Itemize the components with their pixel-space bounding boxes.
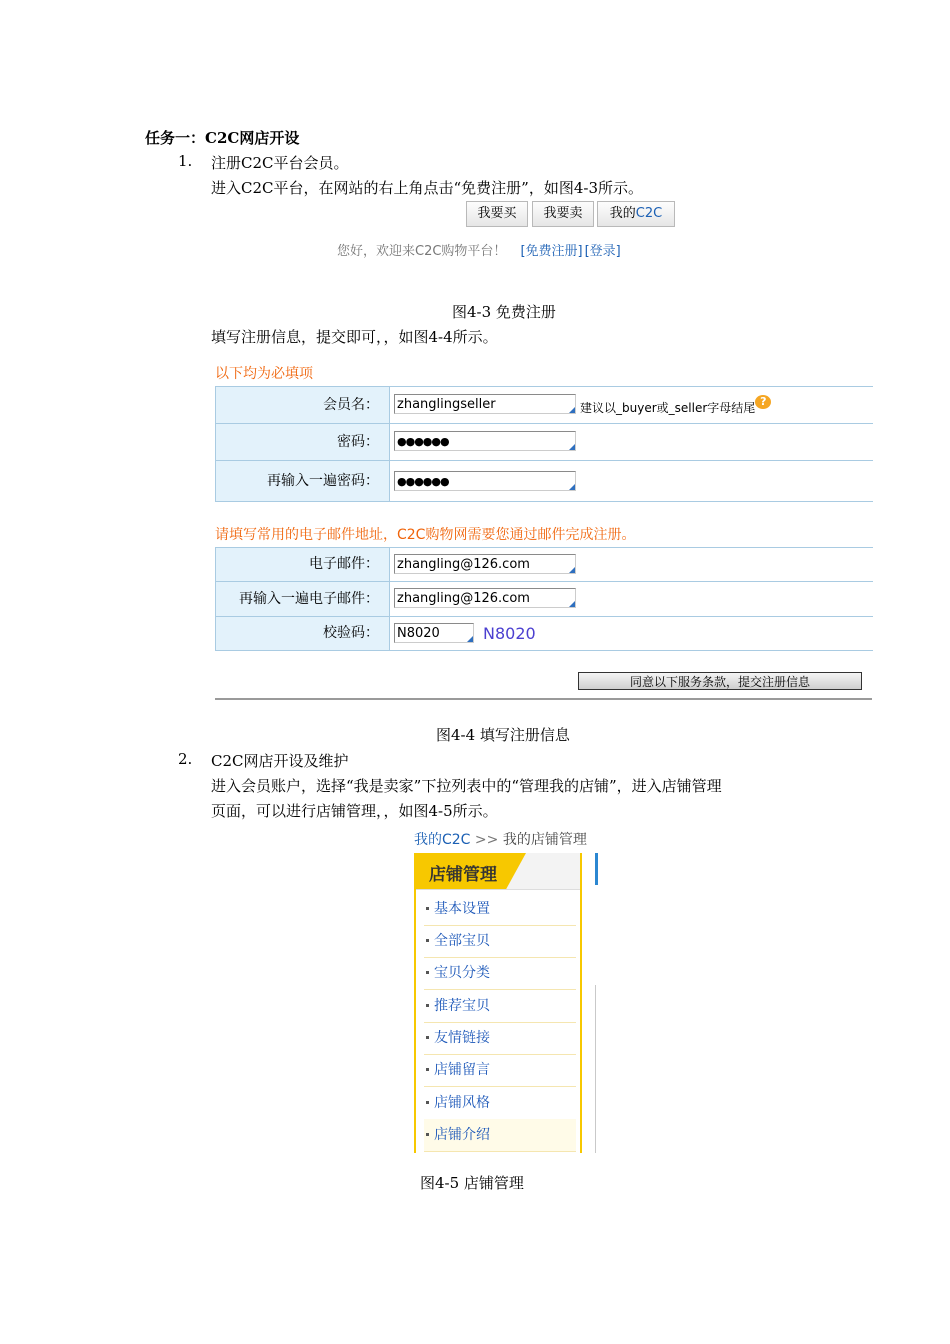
captcha-image[interactable]: N8020 [483,624,536,643]
email-row [216,548,873,582]
breadcrumb-separator: >> [470,832,503,848]
step1-description-2: 填写注册信息，提交即可，，如图4-4所示。 [211,328,498,346]
menu-item-all-items[interactable]: 全部宝贝 [424,925,576,958]
bullet-icon [426,1036,429,1039]
my-c2c-button[interactable]: 我的C2C [597,201,675,227]
member-label: 会员名： [216,387,390,423]
content-edge-accent [595,853,598,885]
member-row [216,387,873,424]
password-confirm-input[interactable]: ●●●●●● [394,471,576,491]
required-note: 以下均为必填项 [215,366,313,382]
menu-item-categories[interactable]: 宝贝分类 [424,957,576,990]
menu-item-shop-style[interactable]: 店铺风格 [424,1087,576,1120]
account-form [215,386,873,502]
breadcrumb-current: 我的店铺管理 [502,832,587,848]
email-note: 请填写常用的电子邮件地址，C2C购物网需要您通过邮件完成注册。 [215,527,636,543]
email-confirm-row [216,582,873,617]
bullet-icon [426,939,429,942]
step1-description: 进入C2C平台，在网站的右上角点击“免费注册”，如图4-3所示。 [211,179,643,197]
password-input[interactable]: ●●●●●● [394,431,576,451]
task-title: 任务一：C2C网店开设 [145,129,300,147]
greeting-bar [337,240,621,259]
figure-4-4-caption: 图4-4 填写注册信息 [436,726,570,744]
bullet-icon [426,1068,429,1071]
step2-description-line2: 页面，可以进行店铺管理，，如图4-5所示。 [211,802,498,820]
step2-number: 2. [178,750,193,768]
register-link[interactable]: [免费注册] [520,244,583,259]
breadcrumb-my-c2c-link[interactable]: 我的C2C [414,832,471,848]
password-row [216,424,873,461]
figure-4-5-caption: 图4-5 店铺管理 [420,1174,524,1192]
captcha-row [216,617,873,650]
member-name-input[interactable]: zhanglingseller [394,394,576,414]
email-label: 电子邮件： [216,548,390,581]
login-link[interactable]: [登录] [584,244,621,259]
password-confirm-label: 再输入一遍密码： [216,461,390,501]
bullet-icon [426,1133,429,1136]
buy-button[interactable]: 我要买 [466,201,528,227]
menu-item-shop-messages[interactable]: 店铺留言 [424,1054,576,1087]
menu-item-basic-settings[interactable]: 基本设置 [424,893,576,926]
step2-description-line1: 进入会员账户，选择“我是卖家”下拉列表中的“管理我的店铺”，进入店铺管理 [211,777,722,795]
breadcrumb [414,829,587,849]
step2-title: C2C网店开设及维护 [211,752,349,770]
form-divider [215,698,872,700]
greeting-text: 您好，欢迎来C2C购物平台！ [337,244,507,259]
submit-registration-button[interactable]: 同意以下服务条款，提交注册信息 [578,672,862,690]
step1-number: 1. [178,152,193,170]
menu-item-friend-links[interactable]: 友情链接 [424,1022,576,1055]
help-icon[interactable]: ? [755,395,771,409]
bullet-icon [426,907,429,910]
menu-item-shop-intro[interactable]: 店铺介绍 [424,1119,576,1152]
bullet-icon [426,1101,429,1104]
step1-title: 注册C2C平台会员。 [211,154,349,172]
captcha-label: 校验码： [216,617,390,650]
content-edge-line [595,985,596,1153]
email-confirm-label: 再输入一遍电子邮件： [216,582,390,616]
sell-button[interactable]: 我要卖 [532,201,594,227]
bullet-icon [426,971,429,974]
member-hint [580,395,771,416]
password-confirm-row [216,461,873,501]
password-label: 密码： [216,424,390,460]
figure-4-3-caption: 图4-3 免费注册 [452,303,556,321]
shop-management-panel [414,853,582,1153]
email-input[interactable]: zhangling@126.com [394,554,576,574]
panel-title: 店铺管理 [429,865,497,885]
email-confirm-input[interactable]: zhangling@126.com [394,588,576,608]
member-hint-text: 建议以_buyer或_seller字母结尾 [580,401,756,415]
panel-header [416,853,580,890]
email-form [215,547,873,651]
captcha-input[interactable]: N8020 [394,623,474,643]
bullet-icon [426,1004,429,1007]
menu-item-recommended[interactable]: 推荐宝贝 [424,990,576,1023]
